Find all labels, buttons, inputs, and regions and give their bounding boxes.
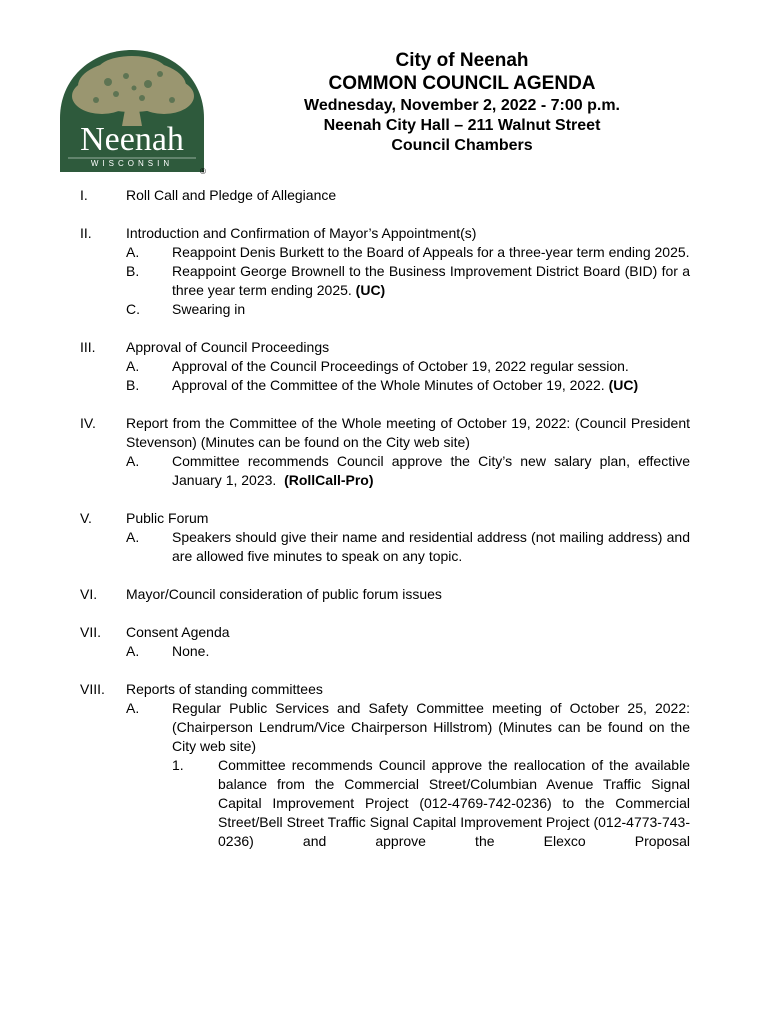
item-letter: B. — [126, 377, 140, 393]
agenda-section — [80, 224, 690, 319]
agenda-item — [126, 300, 690, 319]
item-letter: A. — [126, 700, 140, 716]
header-title: COMMON COUNCIL AGENDA — [328, 73, 596, 94]
section-number: III. — [80, 339, 96, 355]
item-text: Reappoint George Brownell to the Business Improvement District Board (BID) for a three year term ending 2025. — [172, 263, 690, 298]
item-letter: C. — [126, 301, 140, 317]
section-number: II. — [80, 225, 92, 241]
section-number: VI. — [80, 586, 98, 602]
item-tag: (UC) — [355, 282, 386, 298]
neenah-tree-seal — [56, 48, 208, 174]
agenda-section — [80, 680, 690, 851]
section-title: Consent Agenda — [126, 624, 230, 640]
logo-state: WISCONSIN — [90, 159, 174, 168]
agenda-section — [80, 338, 690, 395]
agenda-header — [250, 50, 674, 156]
agenda-item — [126, 262, 690, 300]
agenda-section — [80, 509, 690, 566]
agenda-section — [80, 585, 690, 604]
header-date: Wednesday, November 2, 2022 - 7:00 p.m. — [304, 97, 620, 114]
item-text: Committee recommends Council approve the City’s new salary plan, effective January 1, 2023. — [172, 453, 690, 488]
subitem-number: 1. — [172, 757, 184, 773]
item-letter: A. — [126, 358, 140, 374]
logo-wordmark: Neenah — [80, 121, 184, 158]
item-text: Speakers should give their name and residential address (not mailing address) and are allowed five minutes to speak on any topic. — [172, 529, 690, 564]
agenda-body — [80, 186, 690, 870]
section-number: IV. — [80, 415, 96, 431]
agenda-item — [126, 376, 690, 395]
item-text: Swearing in — [172, 301, 246, 317]
item-text: Approval of the Council Proceedings of October 19, 2022 regular session. — [172, 358, 629, 374]
item-text: None. — [172, 643, 210, 659]
agenda-item — [126, 699, 690, 851]
registered-mark: ® — [200, 167, 206, 176]
subitem-text: Committee recommends Council approve the reallocation of the available balance from the Commercial Street/Columbian Avenue Traffic Signal Capital Improvement Project (012-4769-742-0236) to the Commercial Street/Bell Street Traffic Signal Capital Improvement Project (012-4773-743-0236) and approve the Elexco Proposal — [218, 757, 690, 849]
agenda-section — [80, 186, 690, 205]
agenda-item — [126, 642, 690, 661]
item-text: Regular Public Services and Safety Committee meeting of October 25, 2022: (Chairperson Lendrum/Vice Chairperson Hillstrom) (Minutes can be found on the City web site) — [172, 700, 690, 754]
item-letter: A. — [126, 453, 140, 469]
section-number: VII. — [80, 624, 102, 640]
agenda-item — [126, 243, 690, 262]
header-room: Council Chambers — [391, 137, 533, 154]
agenda-subitem — [172, 756, 690, 851]
agenda-item — [126, 452, 690, 490]
section-title: Reports of standing committees — [126, 681, 323, 697]
item-tag: (RollCall-Pro) — [284, 472, 374, 488]
section-title: Approval of Council Proceedings — [126, 339, 330, 355]
item-tag: (UC) — [608, 377, 639, 393]
section-title: Roll Call and Pledge of Allegiance — [126, 187, 337, 203]
item-text: Reappoint Denis Burkett to the Board of Appeals for a three-year term ending 2025. — [172, 244, 690, 260]
item-letter: A. — [126, 529, 140, 545]
section-title: Public Forum — [126, 510, 209, 526]
neenah-logo — [56, 48, 208, 174]
agenda-item — [126, 357, 690, 376]
section-title: Report from the Committee of the Whole meeting of October 19, 2022: (Council President Stevenson) (Minutes can be found on the City web site) — [126, 415, 690, 450]
header-city: City of Neenah — [395, 50, 529, 71]
agenda-section — [80, 414, 690, 490]
item-letter: A. — [126, 244, 140, 260]
agenda-item — [126, 528, 690, 566]
section-title: Introduction and Confirmation of Mayor’s Appointment(s) — [126, 225, 477, 241]
section-number: I. — [80, 187, 88, 203]
section-number: VIII. — [80, 681, 105, 697]
item-letter: A. — [126, 643, 140, 659]
section-number: V. — [80, 510, 92, 526]
agenda-section — [80, 623, 690, 661]
section-title: Mayor/Council consideration of public forum issues — [126, 586, 442, 602]
header-location: Neenah City Hall – 211 Walnut Street — [323, 117, 601, 134]
item-letter: B. — [126, 263, 140, 279]
item-text: Approval of the Committee of the Whole Minutes of October 19, 2022. — [172, 377, 605, 393]
